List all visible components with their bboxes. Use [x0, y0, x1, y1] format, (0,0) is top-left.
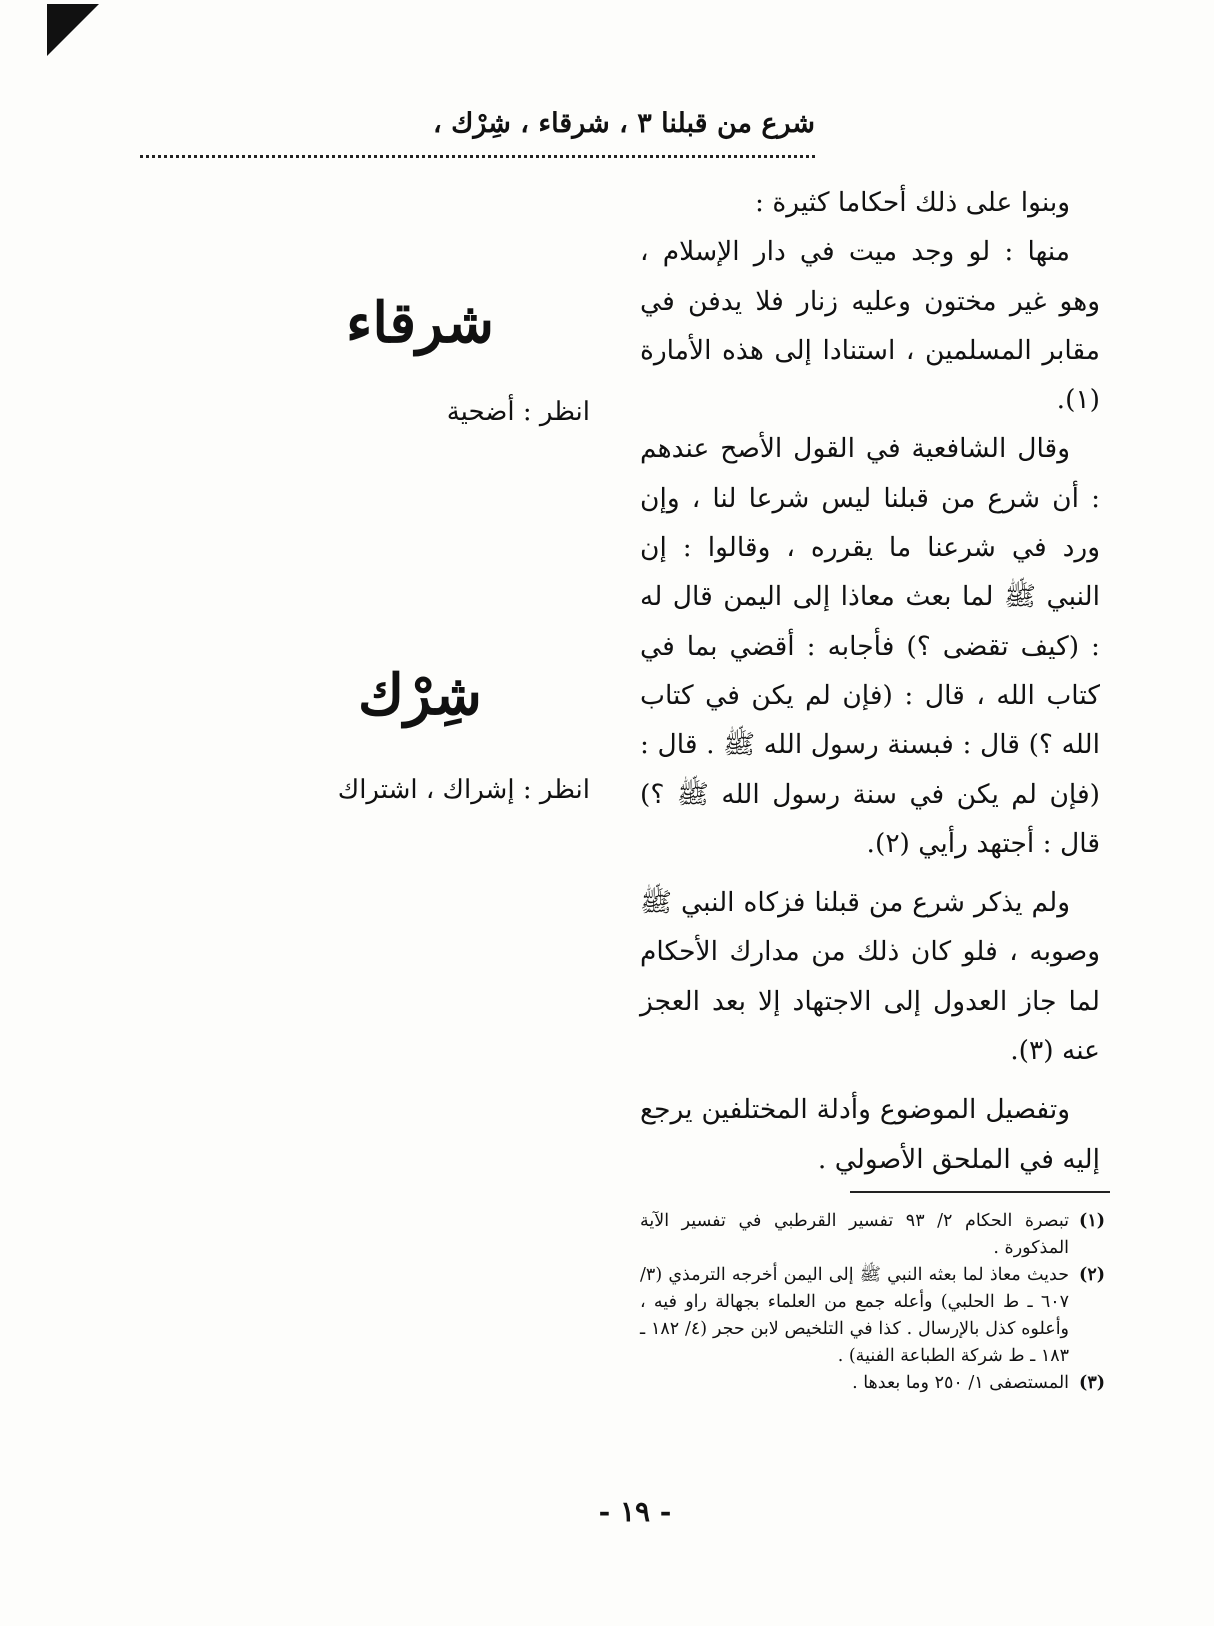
page-number: - ١٩ - [598, 1495, 672, 1528]
running-header: شرع من قبلنا ٣ ، شرقاء ، شِرْك ، [432, 108, 815, 139]
corner-mark [47, 4, 99, 56]
footnote-divider [850, 1191, 1110, 1193]
paragraph-4: ولم يذكر شرع من قبلنا فزكاه النبي ﷺ وصوبه ، فلو كان ذلك من مدارك الأحكام لما جاز العدول إلى الاجتهاد إلا بعد العجز عنه (٣). [640, 887, 1100, 1067]
footnote-text: المستصفى ١/ ٢٥٠ وما بعدها . [852, 1373, 1070, 1393]
entry-title-shirk: شِرْك [358, 662, 482, 728]
footnote-3 [640, 1370, 1105, 1397]
paragraph-3: وقال الشافعية في القول الأصح عندهم : أن شرع من قبلنا ليس شرعا لنا ، وإن ورد في شرعنا ما يقرره ، وقالوا : إن النبي ﷺ لما بعث معاذا إلى اليمن قال له : (كيف تقضى ؟) فأجابه : أقضي بما في كتاب الله ، قال : (فإن لم يكن في كتاب الله ؟) قال : فبسنة رسول الله ﷺ . قال : (فإن لم يكن في سنة رسول الله ﷺ ؟) قال : أجتهد رأيي (٢). [640, 433, 1100, 859]
footnotes [640, 1208, 1105, 1397]
paragraph-1: وبنوا على ذلك أحكاما كثيرة : [755, 187, 1070, 218]
entry-ref-sharqaa: انظر : أضحية [446, 397, 590, 427]
footnote-number: (٢) [1079, 1265, 1105, 1285]
footnote-text: حديث معاذ لما بعثه النبي ﷺ إلى اليمن أخرجه الترمذي (٣/ ٦٠٧ ـ ط الحلبي) وأعله جمع من العلماء بجهالة راو فيه ، وأعلوه كذل بالإرسال . كذا في التلخيص لابن حجر (٤/ ١٨٢ ـ ١٨٣ ـ ط شركة الطباعة الفنية) . [640, 1265, 1070, 1366]
paragraph-5: وتفصيل الموضوع وأدلة المختلفين يرجع إليه في الملحق الأصولي . [640, 1094, 1100, 1175]
footnote-number: (٣) [1079, 1373, 1105, 1393]
paragraph-2: منها : لو وجد ميت في دار الإسلام ، وهو غير مختون وعليه زنار فلا يدفن في مقابر المسلمين ، استنادا إلى هذه الأمارة (١). [640, 236, 1100, 416]
entry-title-sharqaa: شرقاء [346, 290, 494, 356]
footnote-number: (١) [1079, 1211, 1105, 1231]
footnote-text: تبصرة الحكام ٢/ ٩٣ تفسير القرطبي في تفسير الآية المذكورة . [640, 1211, 1070, 1258]
footnote-1 [640, 1208, 1105, 1262]
footnote-2 [640, 1262, 1105, 1370]
main-text-column [640, 178, 1100, 1184]
header-divider [140, 155, 815, 158]
entry-ref-shirk: انظر : إشراك ، اشتراك [337, 775, 590, 805]
